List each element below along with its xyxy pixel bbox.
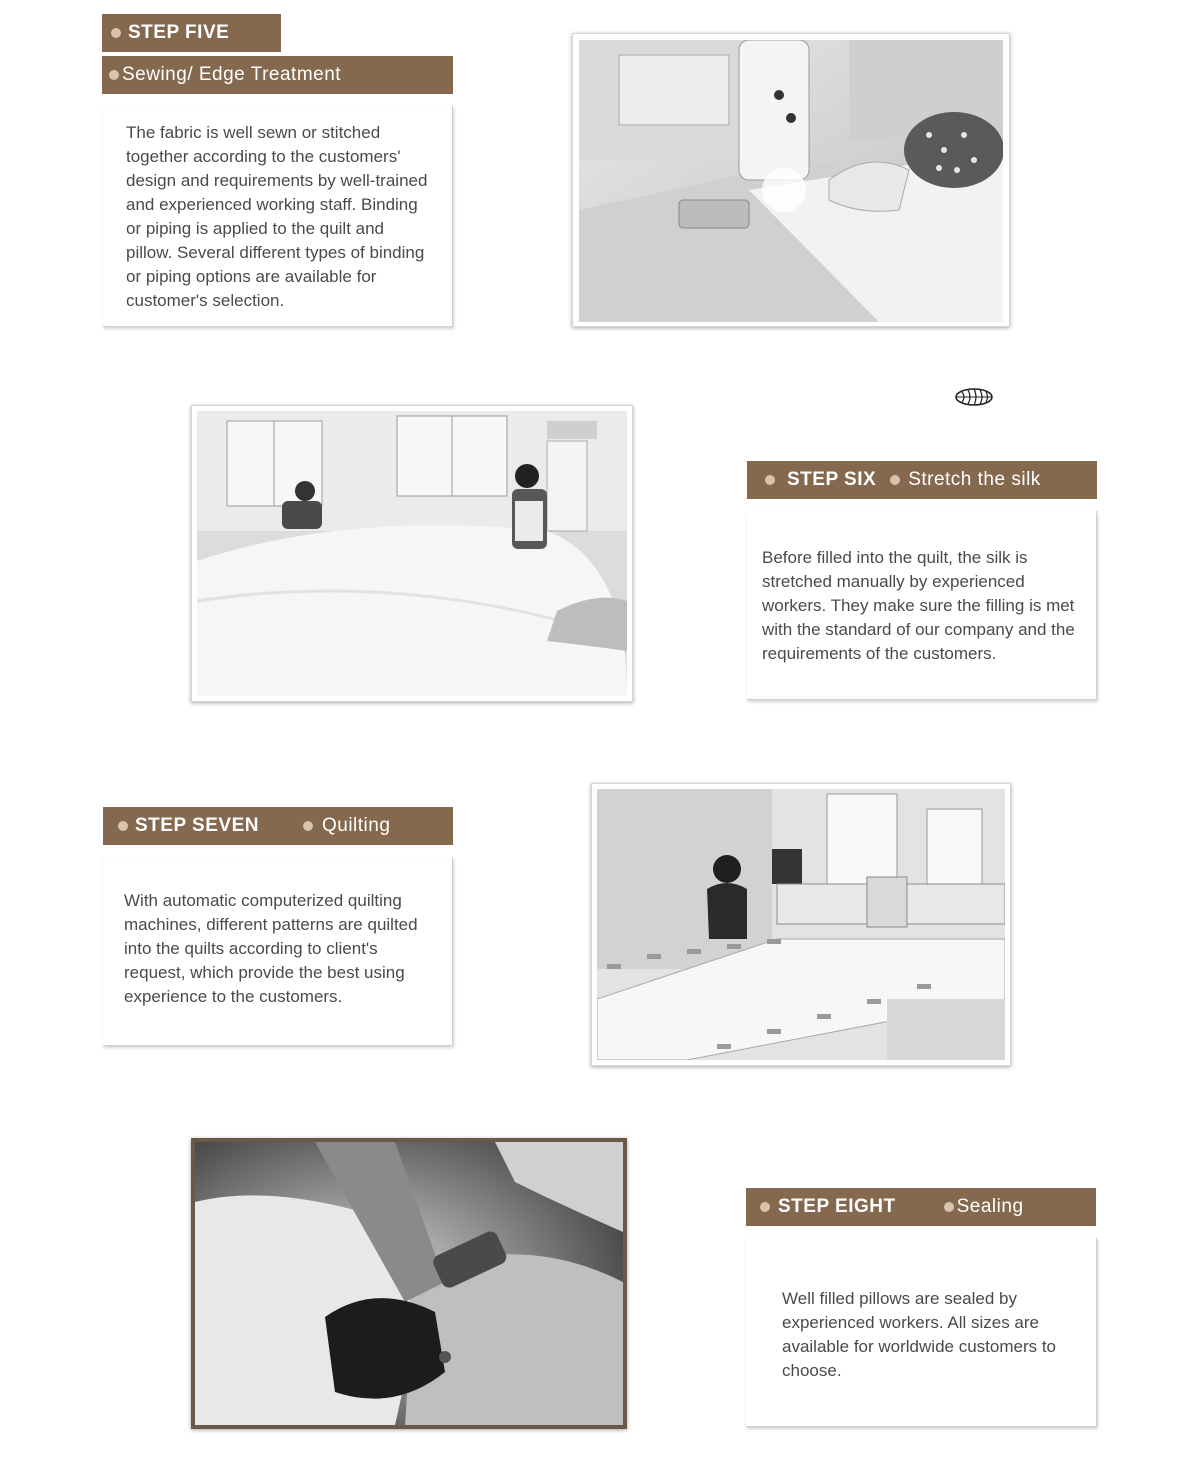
step-eight-description-card xyxy=(746,1238,1097,1427)
sewing-machine-photo xyxy=(572,33,1010,327)
step-eight-description: Well filled pillows are sealed by experienced workers. All sizes are available for worldwide customers to choose. xyxy=(782,1289,1057,1380)
silk-cocoon-icon xyxy=(954,386,996,413)
bullet-dot-icon xyxy=(765,475,775,485)
quilting-machine-photo xyxy=(591,783,1011,1066)
bullet-dot-icon xyxy=(111,28,121,38)
step-six-label: STEP SIX Stretch the silk xyxy=(747,461,1097,499)
bullet-dot-icon xyxy=(944,1202,954,1212)
stretching-silk-photo xyxy=(191,405,633,702)
step-six-description: Before filled into the quilt, the silk is stretched manually by experienced workers. They make sure the filling is met with the standard of our company and the requirements of the customers. xyxy=(762,548,1075,663)
step-seven-label: STEP SEVEN Quilting xyxy=(103,807,453,845)
step-five-label: STEP FIVE xyxy=(102,14,281,52)
step-six-description-card xyxy=(747,511,1097,700)
bullet-dot-icon xyxy=(109,70,119,80)
step-five-description-card xyxy=(103,106,453,327)
bullet-dot-icon xyxy=(303,821,313,831)
step-seven-description-card xyxy=(103,857,453,1046)
step-five-title: Sewing/ Edge Treatment xyxy=(102,56,453,94)
sealing-pillow-photo xyxy=(191,1138,627,1429)
bullet-dot-icon xyxy=(760,1202,770,1212)
bullet-dot-icon xyxy=(890,475,900,485)
step-seven-description: With automatic computerized quilting machines, different patterns are quilted into the quilts according to client's request, which provide the best using experience to the customers. xyxy=(124,891,418,1006)
step-five-description: The fabric is well sewn or stitched together according to the customers' design and requirements by well-trained and experienced working staff. Binding or piping is applied to the quilt and pillow. Several different types of binding or piping options are available for customer's selection. xyxy=(126,123,428,310)
step-eight-label: STEP EIGHT Sealing xyxy=(746,1188,1096,1226)
bullet-dot-icon xyxy=(118,821,128,831)
